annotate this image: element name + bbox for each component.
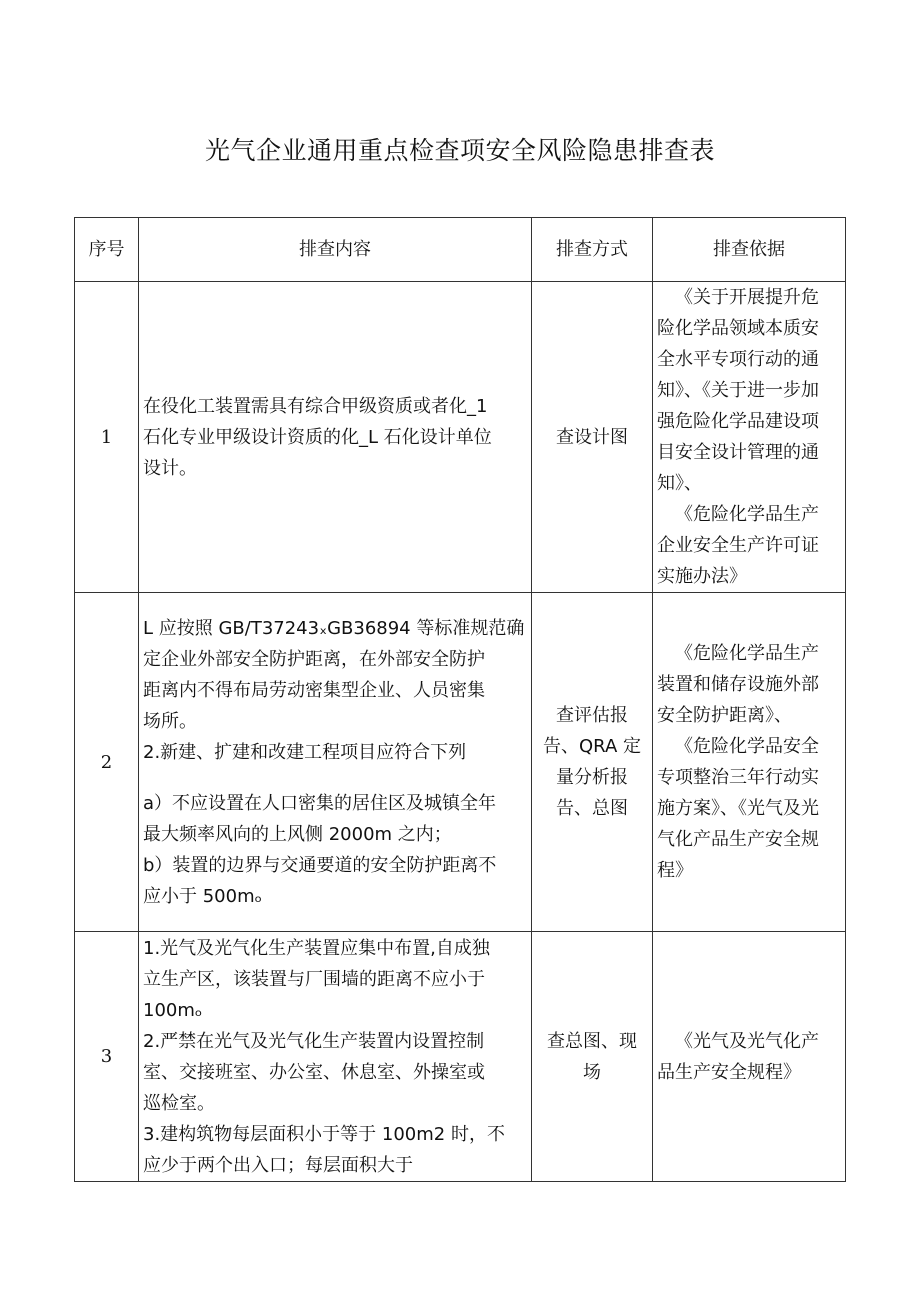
content-gap xyxy=(143,768,527,788)
basis-line: 知》、 xyxy=(657,473,702,494)
basis-line: 险化学品领域本质安 xyxy=(657,318,819,339)
check-content xyxy=(139,593,532,932)
row-number: 2 xyxy=(75,593,139,932)
method-line: 查设计图 xyxy=(556,426,628,448)
content-line: 巡检室。 xyxy=(143,1092,215,1114)
table-header-row xyxy=(75,218,846,282)
basis-line: 程》 xyxy=(657,860,693,881)
content-line: L 应按照 GB/T37243ₓGB36894 等标准规范确 xyxy=(143,617,525,639)
basis-line: 《关于开展提升危 xyxy=(675,287,819,308)
basis-line: 《光气及光气化产 xyxy=(675,1030,819,1052)
basis-line: 安全防护距离》、 xyxy=(657,705,792,726)
content-line: 100mₒ xyxy=(143,999,203,1021)
content-line: 石化专业甲级设计资质的化_L 石化设计单位 xyxy=(143,426,492,448)
content-line: a）不应设置在人口密集的居住区及城镇全年 xyxy=(143,792,497,814)
content-line: 定企业外部安全防护距离，在外部安全防护 xyxy=(143,648,485,670)
basis-line: 强危险化学品建设项 xyxy=(657,411,819,432)
content-line: 距离内不得布局劳动密集型企业、人员密集 xyxy=(143,679,485,701)
header-content: 排查内容 xyxy=(139,218,532,282)
method-line: 告、总图 xyxy=(556,798,628,819)
check-method xyxy=(532,932,653,1182)
content-line: 应少于两个出入口；每层面积大于 xyxy=(143,1154,413,1176)
content-line: 2.严禁在光气及光气化生产装置内设置控制 xyxy=(143,1030,485,1052)
method-line: 告、QRA 定 xyxy=(543,736,641,757)
page-title: 光气企业通用重点检查项安全风险隐患排查表 xyxy=(204,136,715,165)
header-no: 序号 xyxy=(75,218,139,282)
basis-line: 专项整治三年行动实 xyxy=(657,767,819,788)
table-row xyxy=(75,282,846,593)
content-line: 3.建构筑物每层面积小于等于 100m2 时，不 xyxy=(143,1123,505,1145)
method-line: 量分析报 xyxy=(556,767,628,788)
basis-line: 企业安全生产许可证 xyxy=(657,535,819,556)
basis-line: 《危险化学品生产 xyxy=(675,643,819,664)
basis-line: 全水平专项行动的通 xyxy=(657,349,819,370)
check-method xyxy=(532,282,653,593)
basis-line: 《危险化学品生产 xyxy=(675,504,819,525)
row-number: 1 xyxy=(75,282,139,593)
row-number: 3 xyxy=(75,932,139,1182)
header-basis: 排查依据 xyxy=(653,218,846,282)
basis-line: 《危险化学品安全 xyxy=(675,736,819,757)
basis-line: 知》、《关于进一步加 xyxy=(657,380,819,401)
content-line: 应小于 500mₒ xyxy=(143,885,263,907)
content-line: 最大频率风向的上风侧 2000m 之内； xyxy=(143,823,452,845)
basis-line: 品生产安全规程》 xyxy=(657,1061,801,1083)
check-content xyxy=(139,932,532,1182)
table-row xyxy=(75,932,846,1182)
header-method: 排查方式 xyxy=(532,218,653,282)
method-line: 查评估报 xyxy=(556,705,628,726)
method-line: 场 xyxy=(583,1061,601,1083)
content-line: 立生产区，该装置与厂围墙的距离不应小于 xyxy=(143,968,485,990)
basis-line: 实施办法》 xyxy=(657,566,747,587)
content-line: 1.光气及光气化生产装置应集中布置,自成独 xyxy=(143,937,490,959)
check-content xyxy=(139,282,532,593)
check-basis xyxy=(653,932,846,1182)
content-line: 在役化工装置需具有综合甲级资质或者化_1 xyxy=(143,395,488,417)
inspection-table xyxy=(74,217,846,1182)
basis-line: 装置和储存设施外部 xyxy=(657,674,819,695)
basis-line: 施方案》、《光气及光 xyxy=(657,798,819,819)
content-line: 场所。 xyxy=(143,710,197,732)
content-line: 设计。 xyxy=(143,457,197,479)
check-basis xyxy=(653,282,846,593)
basis-line: 气化产品生产安全规 xyxy=(657,829,819,850)
method-line: 查总图、现 xyxy=(547,1030,637,1052)
basis-line: 目安全设计管理的通 xyxy=(657,442,819,463)
check-basis xyxy=(653,593,846,932)
table-row xyxy=(75,593,846,932)
content-line: b）装置的边界与交通要道的安全防护距离不 xyxy=(143,854,497,876)
content-line: 室、交接班室、办公室、休息室、外操室或 xyxy=(143,1061,485,1083)
check-method xyxy=(532,593,653,932)
content-line: 2.新建、扩建和改建工程项目应符合下列 xyxy=(143,741,467,763)
